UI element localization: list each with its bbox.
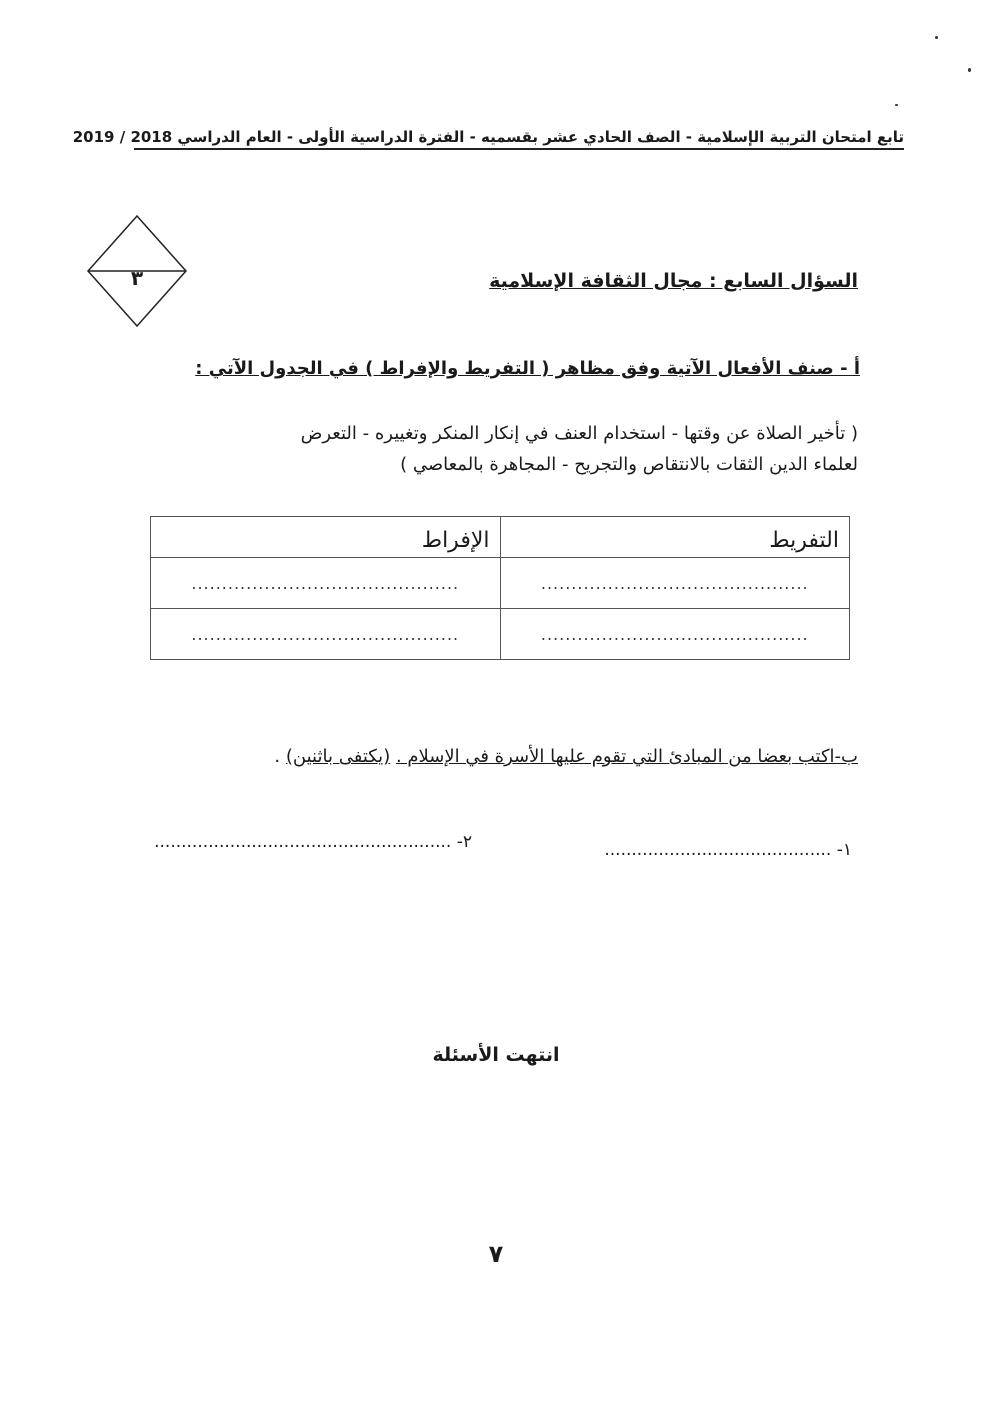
part-a-items [168,418,858,480]
answer-cell[interactable]: ............................................ [500,558,850,609]
classification-table [150,516,850,660]
answer-cell[interactable]: ............................................ [151,609,501,660]
score-value: ٣ [130,266,144,290]
exam-header: تابع امتحان التربية الإسلامية - الصف الحادي عشر بقسميه - الفترة الدراسية الأولى - العام الدراسي 2018 / 2019 [134,128,904,150]
answer-line-2[interactable]: ٢- ....................................................... [154,832,472,852]
scan-speck [935,36,938,39]
question-title: السؤال السابع : مجال الثقافة الإسلامية [489,270,858,292]
items-line-2: لعلماء الدين الثقات بالانتقاص والتجريح - المجاهرة بالمعاصي ) [400,454,858,475]
header-ifraat: الإفراط [151,517,501,558]
part-b-question [274,746,858,767]
answer-cell[interactable]: ............................................ [151,558,501,609]
part-b-prompt: ب-اكتب بعضا من المبادئ التي تقوم عليها الأسرة في الإسلام . [395,746,858,767]
table-header-row [151,517,850,558]
table-row [151,558,850,609]
header-tafreet: التفريط [500,517,850,558]
part-b-note: (يكتفى باثنين) [285,746,391,767]
scan-speck [895,104,898,106]
end-of-questions: انتهت الأسئلة [432,1044,560,1066]
table-row [151,609,850,660]
answer-line-1[interactable]: ١- .......................................... [604,840,852,860]
answer-cell[interactable]: ............................................ [500,609,850,660]
items-line-1: ( تأخير الصلاة عن وقتها - استخدام العنف في إنكار المنكر وتغييره - التعرض [300,423,858,444]
scan-speck [968,68,971,72]
part-a-title: أ - صنف الأفعال الآتية وفق مظاهر ( التفريط والإفراط ) في الجدول الآتي : [195,358,860,379]
part-b-suffix: . [274,746,281,767]
page-number: ٧ [488,1240,504,1268]
